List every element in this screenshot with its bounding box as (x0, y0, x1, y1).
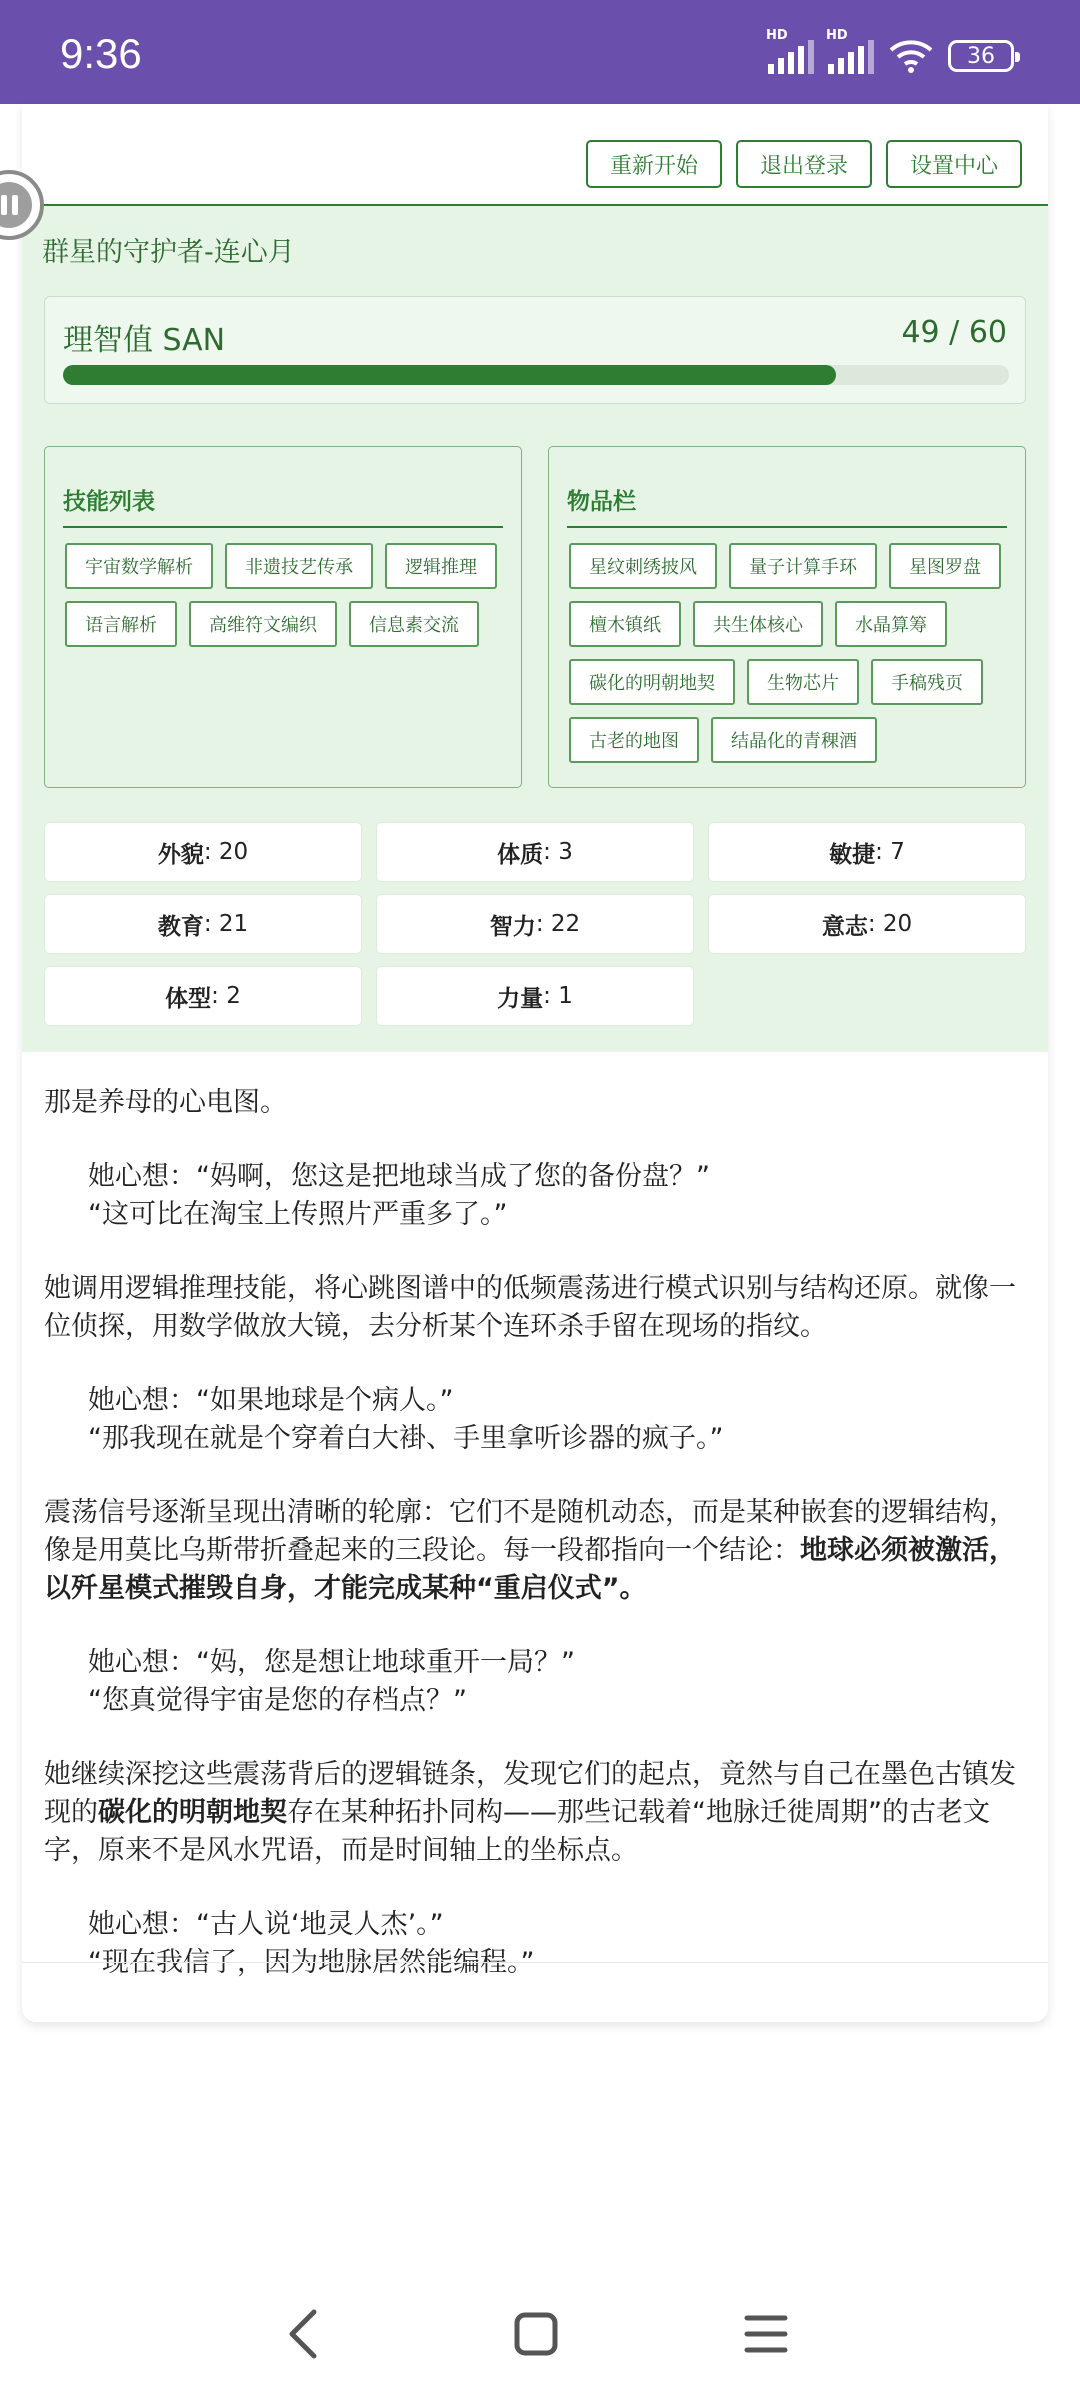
thought-block (44, 1906, 1034, 1982)
signal-icon: HD (768, 38, 814, 74)
character-panel (22, 204, 1048, 1052)
thought-line: 她心想：“如果地球是个病人。” (88, 1385, 454, 1416)
inventory-item[interactable]: 星纹刺绣披风 (569, 543, 717, 589)
thought-line: “现在我信了，因为地脉居然能编程。” (88, 1947, 535, 1978)
menu-icon (743, 2312, 789, 2356)
story-paragraph: 她继续深挖这些震荡背后的逻辑链条，发现它们的起点，竟然与自己在墨色古镇发现的碳化的明朝地契存在某种拓扑同构——那些记载着“地脉迁徙周期”的古老文字，原来不是风水咒语，而是时间轴上的坐标点。 (44, 1759, 1016, 1866)
game-card (22, 104, 1048, 2022)
attribute-will: 意志 : 20 (708, 894, 1026, 954)
inventory-panel (548, 446, 1026, 788)
story-highlight: 地球必须被激活，以歼星模式摧毁自身，才能完成某种“重启仪式”。 (44, 1535, 1016, 1604)
system-nav-bar (0, 2272, 1080, 2400)
inventory-item[interactable]: 量子计算手环 (729, 543, 877, 589)
inventory-title: 物品栏 (567, 483, 1007, 528)
story-highlight: 碳化的明朝地契 (98, 1797, 287, 1828)
battery-icon: 36 (948, 40, 1014, 72)
skill-tag[interactable]: 语言解析 (65, 601, 177, 647)
nav-home-button[interactable] (496, 2294, 576, 2374)
san-progress-track (63, 365, 1009, 385)
pause-icon (0, 182, 32, 228)
inventory-item[interactable]: 檀木镇纸 (569, 601, 681, 647)
story-paragraph: 震荡信号逐渐呈现出清晰的轮廓：它们不是随机动态，而是某种嵌套的逻辑结构，像是用莫比乌斯带折叠起来的三段论。每一段都指向一个结论：地球必须被激活，以歼星模式摧毁自身，才能完成某种“重启仪式”。 (44, 1497, 1016, 1604)
skills-panel (44, 446, 522, 788)
san-progress-fill (63, 365, 836, 385)
skill-tag[interactable]: 非遗技艺传承 (225, 543, 373, 589)
attribute-size: 体型 : 2 (44, 966, 362, 1026)
attribute-constitution: 体质 : 3 (376, 822, 694, 882)
inventory-item[interactable]: 共生体核心 (693, 601, 823, 647)
status-bar (0, 0, 1080, 104)
skills-list (65, 543, 505, 647)
thought-line: “您真觉得宇宙是您的存档点？” (88, 1685, 467, 1716)
thought-line: 她心想：“妈啊，您这是把地球当成了您的备份盘？” (88, 1161, 710, 1192)
nav-back-button[interactable] (264, 2294, 344, 2374)
story-divider (22, 1962, 1048, 1963)
skills-title: 技能列表 (63, 483, 503, 528)
nav-menu-button[interactable] (726, 2294, 806, 2374)
san-meter (44, 296, 1026, 404)
restart-button[interactable]: 重新开始 (586, 140, 722, 188)
inventory-list (569, 543, 1009, 763)
thought-block (44, 1644, 1034, 1720)
thought-line: 她心想：“古人说‘地灵人杰’。” (88, 1909, 444, 1940)
attribute-appearance: 外貌 : 20 (44, 822, 362, 882)
thought-line: “那我现在就是个穿着白大褂、手里拿听诊器的疯子。” (88, 1423, 724, 1454)
skill-tag[interactable]: 宇宙数学解析 (65, 543, 213, 589)
skill-tag[interactable]: 逻辑推理 (385, 543, 497, 589)
skill-tag[interactable]: 高维符文编织 (189, 601, 337, 647)
status-time: 9:36 (60, 30, 142, 77)
inventory-item[interactable]: 古老的地图 (569, 717, 699, 763)
inventory-item[interactable]: 手稿残页 (871, 659, 983, 705)
logout-button[interactable]: 退出登录 (736, 140, 872, 188)
story-paragraph: 那是养母的心电图。 (44, 1087, 287, 1118)
inventory-item[interactable]: 水晶算筹 (835, 601, 947, 647)
thought-line: 她心想：“妈，您是想让地球重开一局？” (88, 1647, 575, 1678)
inventory-item[interactable]: 生物芯片 (747, 659, 859, 705)
skill-tag[interactable]: 信息素交流 (349, 601, 479, 647)
attributes-grid (44, 822, 1026, 1026)
wifi-icon (888, 38, 934, 74)
story-paragraph: 她调用逻辑推理技能，将心跳图谱中的低频震荡进行模式识别与结构还原。就像一位侦探，用数学做放大镜，去分析某个连环杀手留在现场的指纹。 (44, 1273, 1016, 1342)
attribute-strength: 力量 : 1 (376, 966, 694, 1026)
attribute-intelligence: 智力 : 22 (376, 894, 694, 954)
settings-button[interactable]: 设置中心 (886, 140, 1022, 188)
thought-line: “这可比在淘宝上传照片严重多了。” (88, 1199, 508, 1230)
thought-block (44, 1158, 1034, 1234)
back-icon (284, 2308, 324, 2360)
attribute-education: 教育 : 21 (44, 894, 362, 954)
signal-icon: HD (828, 38, 874, 74)
inventory-item[interactable]: 星图罗盘 (889, 543, 1001, 589)
top-actions (586, 140, 1022, 188)
inventory-item[interactable]: 结晶化的青稞酒 (711, 717, 877, 763)
status-icons (766, 28, 1014, 76)
thought-block (44, 1382, 1034, 1458)
san-value: 49 / 60 (901, 315, 1007, 350)
inventory-item[interactable]: 碳化的明朝地契 (569, 659, 735, 705)
san-label: 理智值 SAN (63, 323, 226, 358)
attribute-dexterity: 敏捷 : 7 (708, 822, 1026, 882)
home-icon (513, 2311, 559, 2357)
story-text (44, 1084, 1034, 2018)
character-title: 群星的守护者-连心月 (42, 237, 295, 268)
